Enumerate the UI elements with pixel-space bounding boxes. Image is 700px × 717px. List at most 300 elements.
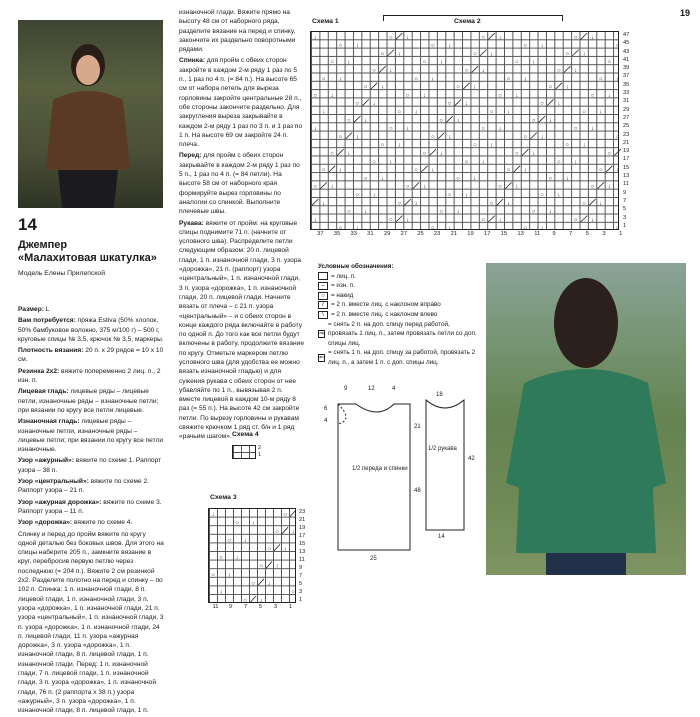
stitch-symbol: ↓ xyxy=(548,209,552,216)
paragraph-text: вяжите от пройм: на круговые спицы поднимите 71 п. (начните от условного шва). Распределите петли следующим образом: 20 п. лицевой глади, 1 п. изнаночной глади, 3 п. узора «дорожка», 21 п. (раппорт) узора «центральный», 1 п. изнаночной глади, 3 п. узора «дорожка», 1 п. изнаночной глади, 20 п. лицевой глади. Начните вязать от плеча – с 21 п. узора «центральный» – и с обеих сторон в конце каждого ряда включайте в работу по одной п. До того как все петли будут включены в работу, продолжите вязание по кругу. Отметьте маркером петлю условного шва (для удобства ее можно вязать изнаночной гладью) и для сужения рукава с обеих сторон от нее убавляйте по 1 п., вывязывая 2 п. вместе лицевой в каждом 10-м ряду 8 раз (= 55 п.). На высоте 42 см закройте петли. По вырезу горловины и рукавам свяжите крючком 1 ряд ст. б/н и 1 ряд «рачьим шагом». xyxy=(179,219,304,441)
stitch-symbol: ○ xyxy=(447,101,452,108)
knitting-chart-schema-4 xyxy=(232,445,256,459)
chart-number: 45 xyxy=(623,40,630,47)
stitch-symbol: ↓ xyxy=(540,225,544,232)
chart-number: 5 xyxy=(585,231,589,237)
stitch-symbol xyxy=(346,133,352,139)
paragraph-heading: Плотность вязания: xyxy=(18,347,86,355)
stitch-symbol xyxy=(421,166,427,172)
chart-number: 1 xyxy=(258,452,262,458)
chart-number: 7 xyxy=(299,573,303,579)
stitch-symbol: ↓ xyxy=(540,134,544,141)
chart-number: 9 xyxy=(623,189,627,196)
col1-paragraph xyxy=(18,456,164,475)
col2-paragraph xyxy=(179,56,305,149)
chart-number: 29 xyxy=(383,231,391,237)
paragraph-heading: Узор «ажурная дорожка»: xyxy=(18,498,104,506)
stitch-symbol: ○ xyxy=(531,117,536,124)
paragraph-text: вяжите попеременно 2 лиц. п., 2 изн. п. xyxy=(18,367,161,385)
stitch-symbol: ○ xyxy=(598,76,603,83)
stitch-symbol: ○ xyxy=(235,520,239,527)
stitch-symbol: ↓ xyxy=(481,68,485,74)
stitch-symbol: ↓ xyxy=(607,184,611,191)
chart-number: 9 xyxy=(228,604,233,610)
chart-number: 7 xyxy=(243,604,248,610)
schema-2-label: Схема 2 xyxy=(454,18,481,25)
chart-number: 19 xyxy=(467,231,474,237)
stitch-symbol: ○ xyxy=(430,225,435,232)
stitch-symbol: ↓ xyxy=(243,537,247,544)
stitch-symbol: ↓ xyxy=(464,101,468,108)
stitch-symbol xyxy=(250,596,256,603)
stitch-symbol xyxy=(290,510,296,517)
legend-text: = 2 п. вместе лиц. с наклоном вправо xyxy=(331,301,441,309)
model-photo-back xyxy=(486,263,686,575)
stitch-symbol: ○ xyxy=(388,34,393,41)
stitch-symbol: ↓ xyxy=(439,151,443,157)
stitch-symbol: ○ xyxy=(430,134,435,141)
col2-paragraph xyxy=(179,8,305,54)
paragraph-heading: Размер: xyxy=(18,306,46,313)
stitch-symbol: ↓ xyxy=(448,43,452,50)
col1-paragraph xyxy=(18,387,164,415)
stitch-symbol xyxy=(282,527,288,534)
chart-number: 33 xyxy=(623,90,630,97)
stitch-symbol: ○ xyxy=(338,225,343,232)
stitch-symbol: ↓ xyxy=(267,580,271,587)
stitch-symbol: ○ xyxy=(439,117,444,124)
stitch-symbol: ↓ xyxy=(515,92,519,99)
stitch-symbol: ↓ xyxy=(523,167,527,174)
stitch-symbol xyxy=(505,182,511,188)
stitch-symbol: ○ xyxy=(430,43,435,50)
model-photo-front xyxy=(18,20,163,208)
stitch-symbol xyxy=(598,182,604,188)
stitch-symbol: ↓ xyxy=(389,159,393,166)
dim-12: 12 xyxy=(368,386,375,392)
chart-number: 1 xyxy=(619,231,623,237)
stitch-symbol: ○ xyxy=(540,192,544,199)
stitch-symbol: ○ xyxy=(355,192,360,199)
stitch-symbol: ○ xyxy=(414,76,418,83)
chart-number: 5 xyxy=(623,206,627,213)
stitch-symbol xyxy=(379,66,385,72)
stitch-symbol: ○ xyxy=(321,76,326,83)
stitch-symbol: ↓ xyxy=(607,92,611,99)
stitch-symbol: ○ xyxy=(506,76,511,83)
col1-paragraph xyxy=(18,498,164,517)
stitch-symbol: ○ xyxy=(489,200,494,207)
stitch-symbol: ↓ xyxy=(322,109,326,116)
stitch-symbol: ○ xyxy=(291,589,295,596)
chart-number: 39 xyxy=(623,65,630,72)
label-sleeve: 1/2 рукава xyxy=(428,446,457,452)
stitch-symbol xyxy=(266,562,272,569)
col1-paragraph xyxy=(18,477,164,496)
chart-number: 15 xyxy=(500,231,508,237)
stitch-symbol: ↓ xyxy=(439,59,443,66)
stitch-symbol: ↓ xyxy=(490,51,494,58)
col1-paragraph xyxy=(18,518,164,527)
stitch-symbol: ↓ xyxy=(490,142,494,149)
stitch-symbol: ○ xyxy=(405,184,410,191)
stitch-symbol: ○ xyxy=(313,184,318,191)
stitch-symbol: ○ xyxy=(590,92,595,99)
stitch-symbol: ○ xyxy=(439,209,444,216)
stitch-symbol xyxy=(606,166,612,172)
stitch-symbol: ○ xyxy=(590,184,595,191)
stitch-symbol: ○ xyxy=(338,43,343,50)
dim-48: 48 xyxy=(414,488,421,494)
model-author: Модель Елены Прилепской xyxy=(18,270,106,277)
stitch-symbol: ↓ xyxy=(548,117,552,124)
legend-text: = накид xyxy=(331,291,354,299)
stitch-symbol xyxy=(480,50,486,56)
stitch-symbol: ○ xyxy=(414,167,418,174)
stitch-symbol xyxy=(497,199,503,205)
legend-item xyxy=(318,310,480,320)
chart-number: 1 xyxy=(288,604,293,610)
schema-3-label: Схема 3 xyxy=(210,494,237,501)
stitch-symbol xyxy=(455,99,461,105)
stitch-symbol: ○ xyxy=(481,34,486,41)
paragraph-heading: Спинка: xyxy=(179,57,207,65)
stitch-symbol: ○ xyxy=(267,546,271,553)
col1-paragraph xyxy=(18,417,164,454)
legend xyxy=(318,262,480,368)
stitch-symbol: ○ xyxy=(219,555,223,562)
stitch-symbol: ○ xyxy=(615,225,620,232)
stitch-symbol: ↓ xyxy=(313,217,317,224)
stitch-symbol: ○ xyxy=(489,109,494,116)
chart-number: 37 xyxy=(317,231,324,237)
stitch-symbol: ↓ xyxy=(313,34,317,41)
paragraph-heading: Вам потребуется: xyxy=(18,317,78,325)
chart-number: 13 xyxy=(517,231,524,237)
stitch-symbol: ↓ xyxy=(397,142,401,149)
dim-42: 42 xyxy=(468,456,475,462)
stitch-symbol: ↓ xyxy=(599,200,603,207)
stitch-symbol xyxy=(312,199,318,205)
stitch-symbol: ○ xyxy=(464,159,469,166)
col1-paragraph xyxy=(18,346,164,365)
stitch-symbol: ○ xyxy=(380,51,385,58)
stitch-symbol: ↓ xyxy=(347,59,351,66)
chart-number: 3 xyxy=(623,214,627,221)
stitch-symbol xyxy=(581,33,587,39)
stitch-symbol: ○ xyxy=(330,59,334,66)
stitch-symbol: ↓ xyxy=(506,109,510,116)
legend-item xyxy=(318,348,480,367)
stitch-symbol: ↓ xyxy=(338,167,342,174)
stitch-symbol: ↓ xyxy=(389,68,393,74)
stitch-symbol xyxy=(488,216,494,222)
label-front-back: 1/2 переда и спинки xyxy=(352,466,408,472)
chart-number: 21 xyxy=(623,139,630,146)
paragraph-text: вяжите по схеме 3. Раппорт узора – 11 п. xyxy=(18,498,162,515)
stitch-symbol: ○ xyxy=(472,142,477,149)
chart-number: 5 xyxy=(258,604,263,610)
paragraph-heading: Изнаночная гладь: xyxy=(18,418,82,426)
chart-number: 13 xyxy=(299,549,306,555)
stitch-symbol: ○ xyxy=(540,101,544,108)
stitch-symbol: ↓ xyxy=(406,34,410,41)
stitch-symbol xyxy=(514,166,520,172)
stitch-symbol: ↓ xyxy=(211,512,215,519)
stitch-symbol: ○ xyxy=(259,563,263,570)
chart-number: 21 xyxy=(450,231,458,237)
chart-number: 1 xyxy=(299,597,303,603)
stitch-symbol: ↓ xyxy=(616,167,620,174)
stitch-symbol xyxy=(388,50,394,56)
chart-number: 9 xyxy=(299,565,303,571)
stitch-symbol xyxy=(530,133,536,139)
stitch-symbol: ○ xyxy=(275,529,279,536)
stitch-symbol: ↓ xyxy=(590,34,594,41)
chart-number: 19 xyxy=(299,525,306,531)
stitch-symbol: ↓ xyxy=(414,200,418,207)
paragraph-text: лицевые ряды – лицевые петли, изнаночные ряды – изнаночные петли; при вязании по кругу все петли лицевые. xyxy=(18,388,159,414)
legend-item xyxy=(318,281,480,291)
stitch-symbol: ↓ xyxy=(422,184,426,191)
stitch-symbol: ○ xyxy=(573,34,578,41)
stitch-symbol: ○ xyxy=(565,142,570,149)
stitch-symbol: ○ xyxy=(548,175,553,182)
stitch-symbol: ↓ xyxy=(219,589,223,596)
stitch-symbol: ↓ xyxy=(590,217,594,224)
stitch-symbol: ↓ xyxy=(565,84,569,91)
chart-number: 13 xyxy=(623,173,630,180)
chart-number: 17 xyxy=(623,156,630,163)
stitch-symbol: ↓ xyxy=(448,134,452,141)
chart-number: 33 xyxy=(350,231,357,237)
instructions-column-2 xyxy=(179,8,305,444)
legend-text: = снять 1 п. на доп. спицу за работой, провязать 2 лиц. п., а затем 1 п. с доп. спицы лиц. xyxy=(328,349,476,366)
legend-text: = 2 п. вместе лиц. с наклоном влево xyxy=(331,310,438,318)
paragraph-text: вяжите по схеме 4. xyxy=(73,519,133,527)
col1-paragraph xyxy=(18,530,164,716)
paragraph-heading: Лицевая гладь: xyxy=(18,388,71,396)
stitch-symbol xyxy=(614,149,620,155)
stitch-symbol: ↓ xyxy=(251,520,255,527)
legend-symbol-icon: ○ xyxy=(318,292,328,300)
stitch-symbol: ↓ xyxy=(235,555,239,562)
stitch-symbol xyxy=(488,33,494,39)
stitch-symbol xyxy=(522,149,528,155)
col2-paragraph xyxy=(179,219,305,442)
stitch-symbol: ○ xyxy=(615,43,620,50)
chart-number: 35 xyxy=(333,231,341,237)
stitch-symbol: ○ xyxy=(388,217,393,224)
stitch-symbol: ○ xyxy=(363,175,368,182)
stitch-symbol: ↓ xyxy=(599,109,603,116)
stitch-symbol: ○ xyxy=(523,43,528,50)
stitch-symbol: ○ xyxy=(556,159,561,166)
chart-number: 3 xyxy=(299,589,303,595)
stitch-symbol xyxy=(564,66,570,72)
chart-number: 37 xyxy=(623,73,630,80)
title-line-2: «Малахитовая шкатулка» xyxy=(18,252,157,264)
legend-text: = снять 2 п. на доп. спицу перед работой, провязать 1 лиц. п., затем провязать петли со доп. спицы лиц. xyxy=(328,320,477,347)
stitch-symbol: ○ xyxy=(388,126,393,133)
stitch-symbol: ○ xyxy=(481,217,486,224)
stitch-symbol: ○ xyxy=(346,209,351,216)
stitch-symbol: ↓ xyxy=(355,225,359,232)
stitch-symbol xyxy=(430,149,436,155)
stitch-symbol: ○ xyxy=(456,175,460,182)
stitch-symbol: ○ xyxy=(363,84,368,91)
stitch-symbol: ○ xyxy=(498,184,502,191)
stitch-symbol: ↓ xyxy=(313,126,317,133)
chart-column-numbers xyxy=(312,231,629,237)
knitting-chart-main xyxy=(310,31,619,230)
stitch-symbol: ↓ xyxy=(574,159,578,166)
chart-number: 5 xyxy=(299,581,303,587)
schema-4-label: Схема 4 xyxy=(232,431,259,438)
paragraph-text: L xyxy=(45,306,50,313)
chart-number: 7 xyxy=(623,197,627,204)
stitch-symbol: ↓ xyxy=(582,142,586,149)
stitch-symbol xyxy=(446,116,452,122)
stitch-symbol xyxy=(354,116,360,122)
stitch-symbol xyxy=(539,116,545,122)
dim-4b: 4 xyxy=(324,418,328,424)
stitch-symbol: ↓ xyxy=(406,217,410,224)
title-line-1: Джемпер xyxy=(18,239,68,251)
paragraph-text: пряжа Estiva (50% хлопок, 50% бамбуковое волокно, 375 м/100 г) – 500 г, круговые спицы № 3,5, крючок № 3,5, маркеры. xyxy=(18,317,164,343)
chart-number: 23 xyxy=(433,231,441,237)
stitch-symbol: ○ xyxy=(582,200,586,207)
stitch-symbol: ↓ xyxy=(532,151,536,157)
col1-paragraph xyxy=(18,305,164,314)
stitch-symbol xyxy=(371,83,377,89)
stitch-symbol xyxy=(556,83,562,89)
legend-symbol-icon: \ xyxy=(318,311,328,319)
stitch-symbol: ↓ xyxy=(330,92,334,99)
paragraph-text: лицевые ряды – изнаночные петли, изнаночные ряды – лицевые петли; при вязании по кругу все петли изнаночные. xyxy=(18,418,164,454)
stitch-symbol: ↓ xyxy=(372,192,376,199)
chart-number: 23 xyxy=(623,131,630,138)
knitting-chart-schema-3 xyxy=(208,508,296,603)
stitch-symbol: ↓ xyxy=(456,209,460,216)
stitch-symbol: ↓ xyxy=(540,43,544,50)
stitch-symbol: ↓ xyxy=(414,109,418,116)
stitch-symbol: ↓ xyxy=(364,209,368,216)
stitch-symbol xyxy=(404,199,410,205)
stitch-symbol: ↓ xyxy=(565,175,569,182)
stitch-symbol: ○ xyxy=(211,572,215,579)
legend-item xyxy=(318,320,480,349)
stitch-symbol: ↓ xyxy=(574,68,578,74)
chart-number: 7 xyxy=(569,231,573,237)
stitch-symbol: ○ xyxy=(422,151,427,157)
paragraph-heading: Узор «дорожка»: xyxy=(18,519,74,527)
legend-symbol-icon: ⇒ xyxy=(319,330,325,337)
stitch-symbol: ○ xyxy=(346,117,351,124)
paragraph-text: Спинку и перед до пройм вяжите по кругу одной деталью без боковых швов. Для этого на спицы наберите 205 п., замкните вязание в круг, перебросив первую петлю через последнюю (= 204 п.). Вяжите 2 см резинкой 2х2. Разделите полотно на перед и спинку – по 102 п. Спинка: 1 п. изнаночной глади, 8 п. лицевой глади, 1 п. изнаночной глади, 3 п. узора «дорожка», 1 п. изнаночной глади, 21 п. узора «центральный», 1 п. изнаночной глади, 3 п. узора «дорожка», 1 п. изнаночной глади, 24 п. лицевой глади, 11 п. узора «ажурная дорожка», 3 п. узора «дорожка», 1 п. изнаночной глади, 8 п. лицевой глади, 1 п. изнаночной глади. Перед: 1 п. изнаночной глади, 7 п. лицевой глади, 1 п. изнаночной глади, 3 п. узора «дорожка», 1 п. изнаночной глади, 76 п. (2 раппорта х 38 п.) узора «ажурный», 3 п. узора «дорожка», 1 п. изнаночной глади, 8 п. лицевой глади, 1 п. xyxy=(18,530,164,715)
stitch-symbol: ○ xyxy=(607,59,612,66)
legend-text: = лиц. п. xyxy=(331,272,356,280)
chart-number: 35 xyxy=(623,81,630,88)
stitch-symbol: ○ xyxy=(227,537,231,544)
chart-number: 11 xyxy=(534,231,541,237)
stitch-symbol: ○ xyxy=(514,151,519,157)
stitch-symbol: ○ xyxy=(615,134,620,141)
stitch-symbol: ○ xyxy=(531,209,536,216)
paragraph-text: вяжите по схеме 2. Раппорт узора – 21 п. xyxy=(18,478,150,495)
paragraph-text: изнаночной глади. Вяжите прямо на высоту 48 см от наборного ряда, разделите вязание на перед и спинку, закончите их раздельно поворотными рядами. xyxy=(179,9,296,54)
stitch-symbol: ○ xyxy=(405,92,410,99)
stitch-symbol: ○ xyxy=(397,109,402,116)
paragraph-text: для пройм с обеих сторон закройте в каждом 2-м ряду 1 раз по 5 п., 1 раз по 4 п. (= 84 п.). На высоте 65 см от набора петель для выреза горловины закройте центральные 28 п., обе стороны закончите раздельно. Для закругления выреза закрывайте в каждом 2-м ряду 1 раз по 3 п. и 1 раз по 1 п. На высоте 69 см закройте 24 п. плеча. xyxy=(179,57,303,149)
schema-3-row-numbers xyxy=(299,508,305,604)
stitch-symbol: ↓ xyxy=(380,84,384,91)
chart-number: 31 xyxy=(367,231,374,237)
stitch-symbol: ○ xyxy=(372,159,376,166)
stitch-symbol: ○ xyxy=(397,200,402,207)
paragraph-heading: Узор «ажурный»: xyxy=(18,457,76,465)
stitch-symbol: ○ xyxy=(523,134,528,141)
stitch-symbol: ○ xyxy=(573,126,578,133)
dim-9: 9 xyxy=(344,386,348,392)
legend-symbol-icon: ⇐ xyxy=(319,354,325,361)
stitch-symbol xyxy=(329,166,335,172)
chart-number: 17 xyxy=(483,231,491,237)
stitch-symbol xyxy=(396,216,402,222)
stitch-symbol: ↓ xyxy=(590,126,594,133)
chart-number: 27 xyxy=(400,231,407,237)
stitch-symbol: ↓ xyxy=(498,34,502,41)
chart-number: 3 xyxy=(602,231,606,237)
paragraph-text: для пройм с обеих сторон закрывайте в каждом 2-м ряду 1 раз по 5 п., 1 раз по 4 п. (= 84 петли). На высоте 58 см от наборного края формируйте вырез горловины по аналогии со спинкой. Выполните плечевые швы. xyxy=(179,152,300,216)
chart-number: 43 xyxy=(623,48,630,55)
stitch-symbol: ↓ xyxy=(330,184,334,191)
chart-number: 11 xyxy=(623,181,629,188)
stitch-symbol: ○ xyxy=(338,134,343,141)
stitch-symbol: ↓ xyxy=(355,134,359,141)
chart-number: 11 xyxy=(212,604,219,610)
stitch-symbol: ↓ xyxy=(498,217,502,224)
paragraph-text: 20 п. х 29 рядов = 10 х 10 см. xyxy=(18,347,164,364)
stitch-symbol: ○ xyxy=(472,51,477,58)
legend-title: Условные обозначения: xyxy=(318,263,394,270)
page-number: 19 xyxy=(679,8,690,18)
schema-3-column-numbers xyxy=(208,604,298,610)
stitch-symbol: ○ xyxy=(556,68,561,74)
stitch-symbol: ↓ xyxy=(397,51,401,58)
stitch-symbol: ○ xyxy=(321,167,326,174)
chart-number: 11 xyxy=(299,557,305,563)
stitch-symbol: ○ xyxy=(548,84,553,91)
chart-number: 9 xyxy=(552,231,556,237)
stitch-symbol: ↓ xyxy=(291,529,295,536)
stitch-symbol: ○ xyxy=(243,598,247,605)
stitch-symbol: ○ xyxy=(573,217,578,224)
stitch-symbol: ○ xyxy=(456,84,460,91)
stitch-symbol: ↓ xyxy=(582,51,586,58)
stitch-symbol: ↓ xyxy=(380,175,384,182)
paragraph-heading: Узор «центральный»: xyxy=(18,478,91,486)
stitch-symbol: ○ xyxy=(251,580,255,587)
dim-14: 14 xyxy=(438,534,445,540)
stitch-symbol: ↓ xyxy=(481,159,485,166)
stitch-symbol xyxy=(396,33,402,39)
stitch-symbol: ○ xyxy=(498,92,502,99)
legend-symbol-icon xyxy=(318,272,328,280)
stitch-symbol: ↓ xyxy=(523,76,527,83)
stitch-symbol: ↓ xyxy=(275,563,279,570)
dim-4: 4 xyxy=(392,386,396,392)
